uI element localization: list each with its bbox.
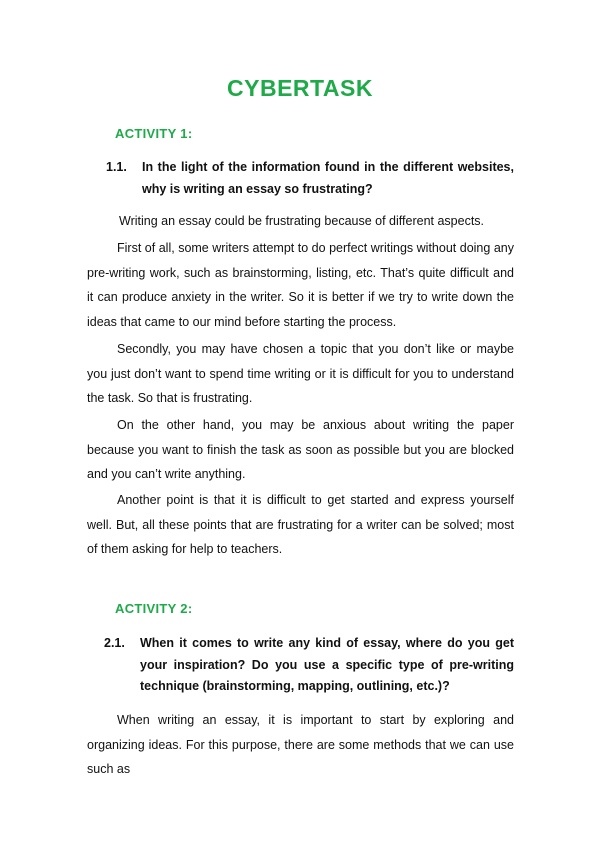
question-number: 2.1. xyxy=(104,636,125,650)
paragraph: On the other hand, you may be anxious about writing the paper because you want to finish the task as soon as possible but you are blocked and you can’t write anything. xyxy=(87,418,514,481)
page-title: CYBERTASK xyxy=(227,75,373,101)
activity-2-question xyxy=(0,633,600,699)
question-text: When it comes to write any kind of essay, where do you get your inspiration? Do you use a specific type of pre-writing technique (brainstorming, mapping, outlining, etc.)? xyxy=(140,636,514,693)
paragraph: Another point is that it is difficult to get started and express yourself well. But, all these points that are frustrating for a writer can be solved; most of them asking for help to teachers. xyxy=(87,493,514,556)
paragraph: First of all, some writers attempt to do perfect writings without doing any pre-writing work, such as brainstorming, listing, etc. That’s quite difficult and it can produce anxiety in the writer. So it is better if we try to write down the ideas that came to our mind before starting the process. xyxy=(87,241,514,329)
activity-1-heading: ACTIVITY 1: xyxy=(115,126,193,141)
question-number: 1.1. xyxy=(106,160,127,174)
question-text: In the light of the information found in the different websites, why is writing an essay so frustrating? xyxy=(142,160,514,196)
activity-1-question xyxy=(0,157,600,201)
paragraph: Secondly, you may have chosen a topic that you don’t like or maybe you just don’t want to spend time writing or it is difficult for you to understand the task. So that is frustrating. xyxy=(87,342,514,405)
activity-2-heading: ACTIVITY 2: xyxy=(115,601,193,616)
paragraph: When writing an essay, it is important to start by exploring and organizing ideas. For this purpose, there are some methods that we can use such as xyxy=(87,713,514,776)
paragraph: Writing an essay could be frustrating because of different aspects. xyxy=(119,214,485,228)
